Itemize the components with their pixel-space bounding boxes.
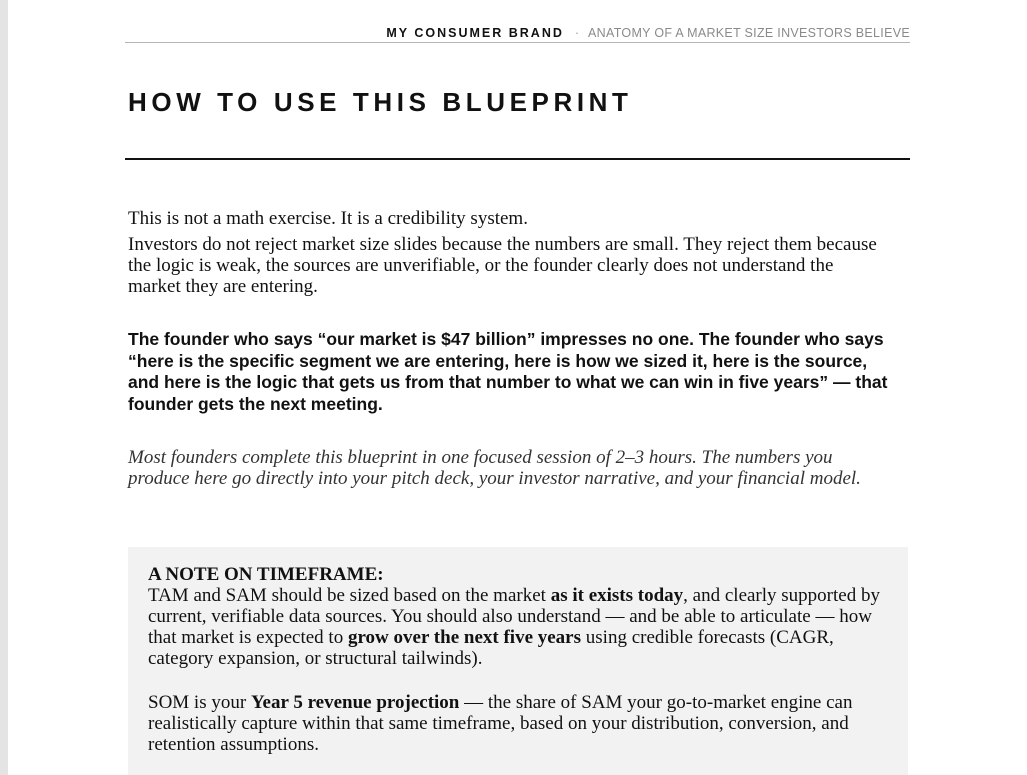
time-note: Most founders complete this blueprint in one focused session of 2–3 hours. The numbers you produce here go directly into your pitch deck, your investor narrative, and your financial model. xyxy=(128,447,861,489)
note-p2-text-c: — the share of SAM your go-to-market engine can realistically capture within that same timeframe, based on your distribution, conversion, and retention assumptions. xyxy=(148,692,853,755)
document-subtitle: ANATOMY OF A MARKET SIZE INVESTORS BELIEVE xyxy=(588,26,910,40)
note-p2-bold-projection: Year 5 revenue projection xyxy=(250,692,460,713)
note-p2-text-a: SOM is your xyxy=(148,692,251,713)
header-separator: · xyxy=(574,26,580,40)
note-p1-text-a: TAM and SAM should be sized based on the market xyxy=(148,585,551,606)
title-divider xyxy=(125,158,910,160)
intro-lead: This is not a math exercise. It is a credibility system. xyxy=(128,208,528,229)
timeframe-note-content xyxy=(148,564,890,755)
intro-body: Investors do not reject market size slides because the numbers are small. They reject them because the logic is weak, the sources are unverifiable, or the founder clearly does not understand the market they are entering. xyxy=(128,234,877,297)
timeframe-note-heading: A NOTE ON TIMEFRAME: xyxy=(148,564,384,585)
header-divider xyxy=(125,42,910,43)
running-header xyxy=(386,25,910,41)
note-p1-bold-growth: grow over the next five years xyxy=(347,627,582,648)
timeframe-note-paragraph-1 xyxy=(148,585,890,669)
section-title: HOW TO USE THIS BLUEPRINT xyxy=(128,87,633,117)
page-left-edge xyxy=(0,0,8,775)
emphasis-paragraph: The founder who says “our market is $47 billion” impresses no one. The founder who says “here is the specific segment we are entering, here is how we sized it, here is the source, and here is the logic that gets us from that number to what we can win in five years” — that founder gets the next meeting. xyxy=(128,329,888,414)
note-p1-bold-today: as it exists today xyxy=(550,585,684,606)
timeframe-note-box xyxy=(128,547,908,775)
brand-name: MY CONSUMER BRAND xyxy=(386,26,564,40)
note-p1-text-c: , and clearly supported by current, verifiable data sources. You should also understand — and be able to articulate — how that market is expected to xyxy=(148,585,880,648)
timeframe-note-paragraph-2 xyxy=(148,692,890,755)
note-p1-text-e: using credible forecasts (CAGR, category expansion, or structural tailwinds). xyxy=(148,627,834,669)
